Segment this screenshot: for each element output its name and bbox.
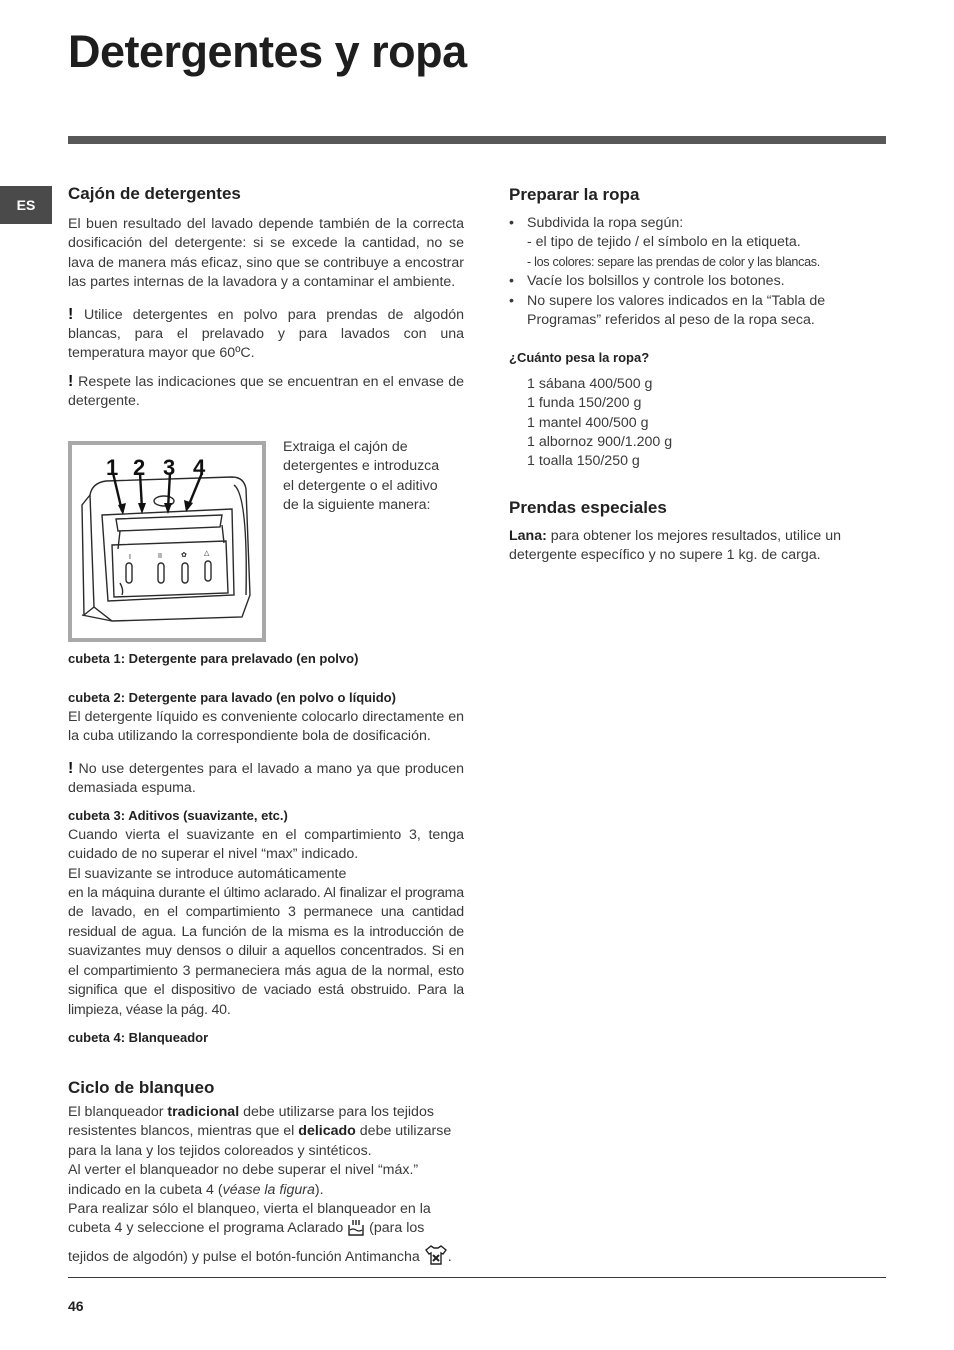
cubeta-1-title: cubeta 1: Detergente para prelavado (en polvo) <box>68 651 359 666</box>
prepare-list <box>509 214 869 330</box>
cubeta-3-title: cubeta 3: Aditivos (suavizante, etc.) <box>68 808 288 824</box>
section-heading-special-garments: Prendas especiales <box>509 497 667 517</box>
list-item: • Vacíe los bolsillos y controle los botones. <box>509 272 869 291</box>
weight-item: 1 mantel 400/500 g <box>527 414 649 431</box>
right-column <box>509 184 869 566</box>
figure-label-1: 1 <box>106 455 119 480</box>
weight-item: 1 sábana 400/500 g <box>527 375 653 392</box>
left-column <box>68 183 464 412</box>
bleach-paragraph: Para realizar sólo el blanqueo, vierta el blanqueador en la cubeta 4 y seleccione el programa Aclarado (para los tejidos de algodón) y pulse el botón-función Antimancha . <box>68 1200 464 1272</box>
figure-caption: Extraiga el cajón de detergentes e introduzca el detergente o el aditivo de la siguiente manera: <box>283 439 440 514</box>
page-title: Detergentes y ropa <box>68 26 467 77</box>
list-subitem: - el tipo de tejido / el símbolo en la etiqueta. <box>527 234 801 251</box>
list-subitem: - los colores: separe las prendas de color y las blancas. <box>527 254 821 269</box>
weight-item: 1 albornoz 900/1.200 g <box>527 434 673 451</box>
header-rule <box>68 136 886 144</box>
warning-icon: ! <box>68 372 79 390</box>
warning-paragraph: ! Respete las indicaciones que se encuentran en el envase de detergente. <box>68 372 464 410</box>
bleach-section <box>68 1077 464 1272</box>
detergent-drawer-figure <box>68 441 266 642</box>
section-heading-prepare-laundry: Preparar la ropa <box>509 185 640 204</box>
detergent-drawer-illustration <box>72 445 262 638</box>
left-column-lower <box>68 649 464 1047</box>
warning-paragraph: ! Utilice detergentes en polvo para prendas de algodón blancas, para el prelavado y para lavados con una temperatura mayor que 60ºC. <box>68 305 464 362</box>
svg-text:I: I <box>129 554 131 561</box>
section-heading-bleach-cycle: Ciclo de blanqueo <box>68 1078 215 1097</box>
figure-label-2: 2 <box>133 455 146 480</box>
page-number: 46 <box>68 1298 84 1314</box>
figure-label-3: 3 <box>163 455 176 480</box>
figure-label-4: 4 <box>193 455 206 480</box>
warning-icon: ! <box>68 305 84 323</box>
footer-rule <box>68 1277 886 1278</box>
language-tab: ES <box>0 186 52 224</box>
cubeta-2-title: cubeta 2: Detergente para lavado (en polvo o líquido) <box>68 690 396 706</box>
cubeta-3-text: en la máquina durante el último aclarado. Al finalizar el programa de lavado, en el compartimiento 3 permanece una cantidad residual de agua. La función de la misma es la introducción de suavizantes muy densos o diluir a aquellos concentrados. Si en el compartimiento 3 permaneciera más agua de la normal, esto significa que el dispositivo de vaciado está obstruido. Para la limpieza, véase la pág. 40. <box>68 885 464 1018</box>
svg-text:✿: ✿ <box>181 552 187 559</box>
cubeta-2-text: El detergente líquido es conveniente colocarlo directamente en la cuba utilizando la correspondiente bola de dosificación. <box>68 708 464 745</box>
warning-icon: ! <box>68 759 79 777</box>
weight-subheading: ¿Cuánto pesa la ropa? <box>509 350 650 366</box>
weight-list <box>509 375 869 472</box>
wool-paragraph: Lana: para obtener los mejores resultados, utilice un detergente específico y no supere 1 kg. de carga. <box>509 527 841 564</box>
cubeta-3-text: El suavizante se introduce automáticamente <box>68 865 347 882</box>
list-item: • Subdivida la ropa según: - el tipo de tejido / el símbolo en la etiqueta. - los colores: separe las prendas de color y las blancas. <box>509 214 869 272</box>
weight-item: 1 toalla 150/250 g <box>527 453 640 470</box>
section-heading-detergent-drawer: Cajón de detergentes <box>68 184 241 203</box>
bleach-paragraph: Al verter el blanqueador no debe superar el nivel “máx.” indicado en la cubeta 4 (véase la figura). <box>68 1162 419 1198</box>
rinse-program-icon <box>347 1219 365 1243</box>
svg-text:△: △ <box>204 550 210 557</box>
svg-text:II: II <box>158 553 162 560</box>
warning-paragraph: ! No use detergentes para el lavado a mano ya que producen demasiada espuma. <box>68 759 464 797</box>
cubeta-4-title: cubeta 4: Blanqueador <box>68 1029 209 1045</box>
cubeta-3-text: Cuando vierta el suavizante en el compartimiento 3, tenga cuidado de no superar el nivel “max” indicado. <box>68 826 464 863</box>
intro-paragraph: El buen resultado del lavado depende también de la correcta dosificación del detergente: si se excede la cantidad, no se lava de manera más eficaz, sino que se contribuye a encostrar las partes internas de la lavadora y a contaminar el ambiente. <box>68 216 464 291</box>
stain-remover-shirt-icon <box>424 1244 448 1272</box>
weight-item: 1 funda 150/200 g <box>527 395 642 412</box>
bleach-paragraph: El blanqueador tradicional debe utilizarse para los tejidos resistentes blancos, mientras que el delicado debe utilizarse para la lana y los tejidos coloreados y sintéticos. <box>68 1104 452 1159</box>
list-item: • No supere los valores indicados en la “Tabla de Programas” referidos al peso de la ropa seca. <box>509 292 869 331</box>
